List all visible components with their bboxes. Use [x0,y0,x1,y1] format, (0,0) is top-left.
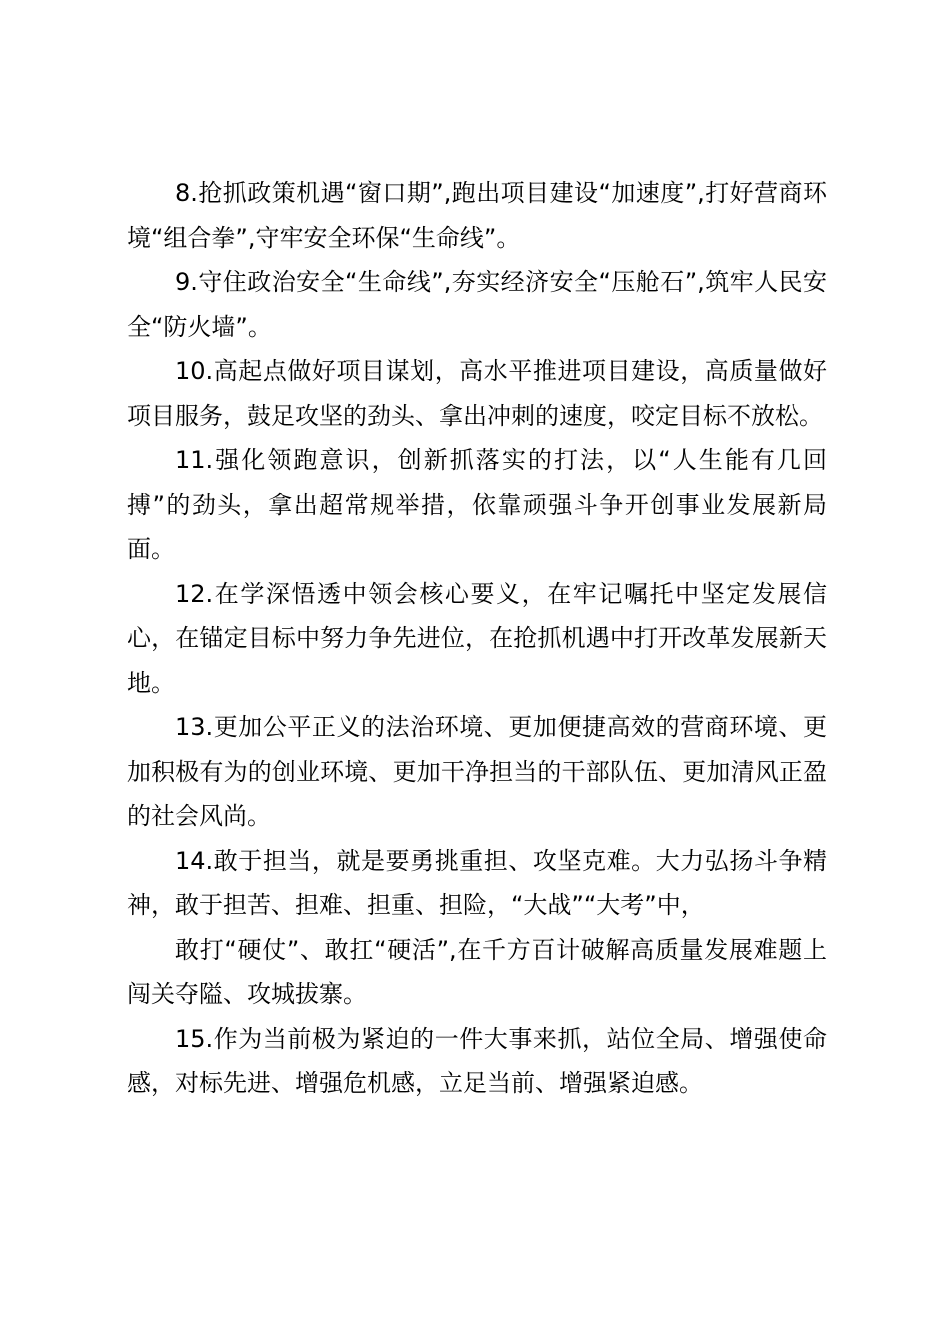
paragraph-11: 11.强化领跑意识，创新抓落实的打法，以“人生能有几回搏”的劲头，拿出超常规举措，依靠顽强斗争开创事业发展新局面。 [127,446,827,563]
paragraph-9: 9.守住政治安全“生命线”,夯实经济安全“压舱石”,筑牢人民安全“防火墙”。 [127,268,827,341]
paragraph-8: 8.抢抓政策机遇“窗口期”,跑出项目建设“加速度”,打好营商环境“组合拳”,守牢安全环保“生命线”。 [127,179,827,252]
document-body [127,171,827,1106]
paragraph-15: 15.作为当前极为紧迫的一件大事来抓，站位全局、增强使命感，对标先进、增强危机感，立足当前、增强紧迫感。 [127,1024,827,1097]
paragraph-14-continued: 敢打“硬仗”、敢扛“硬活”,在千方百计破解高质量发展难题上闯关夺隘、攻城拔寨。 [127,935,827,1008]
paragraph-12: 12.在学深悟透中领会核心要义，在牢记嘱托中坚定发展信心，在锚定目标中努力争先进位，在抢抓机遇中打开改革发展新天地。 [127,579,827,697]
paragraph-13: 13.更加公平正义的法治环境、更加便捷高效的营商环境、更加积极有为的创业环境、更加干净担当的干部队伍、更加清风正盈的社会风尚。 [127,713,827,830]
paragraph-14: 14.敢于担当，就是要勇挑重担、攻坚克难。大力弘扬斗争精神，敢于担苦、担难、担重、担险，“大战”“大考”中， [127,846,827,919]
paragraph-10: 10.高起点做好项目谋划，高水平推进项目建设，高质量做好项目服务，鼓足攻坚的劲头、拿出冲刺的速度，咬定目标不放松。 [127,357,827,430]
